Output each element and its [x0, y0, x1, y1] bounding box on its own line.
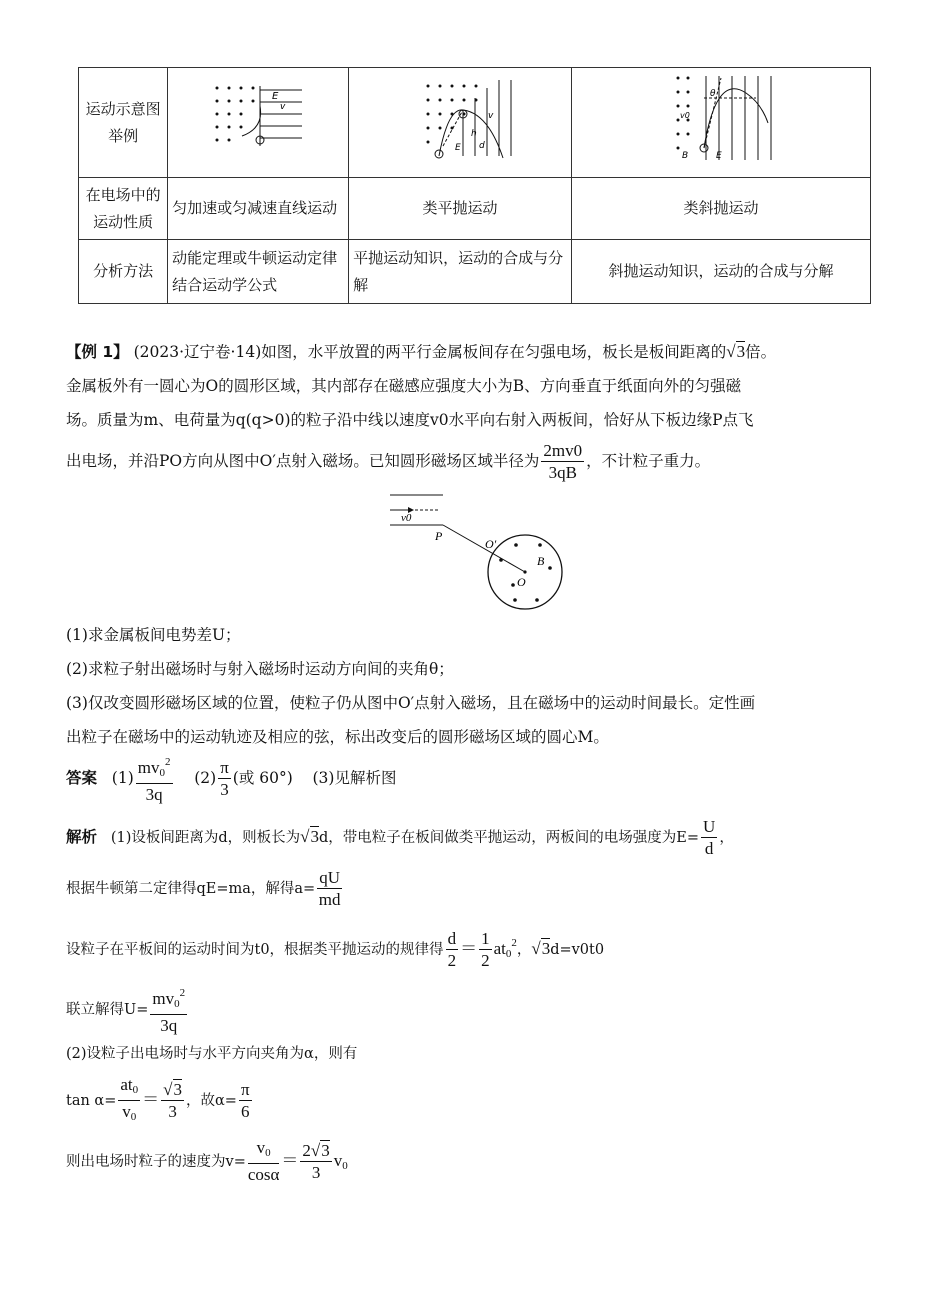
solution-line-3: 设粒子在平板间的运动时间为t0，根据类平抛运动的规律得 $\frac{d}{2}$ ＝ $\frac{1}{2}$ $at_0^2$，√3d=v0t0 [66, 928, 605, 970]
example-line-1 [66, 335, 886, 369]
hd-den: 2 [447, 950, 457, 970]
question-2: (2)求粒子射出磁场时与射入磁场时运动方向间的夹角θ； [66, 660, 454, 678]
example-line1-text: 如图，水平放置的两平行金属板间存在匀强电场，板长是板间距离的 [261, 343, 727, 361]
solution-s2a: 根据牛顿第二定律得qE=ma，解得a= [66, 881, 316, 897]
table-row [79, 240, 871, 304]
comparison-table [78, 67, 871, 304]
question-3a: (3)仅改变圆形磁场区域的位置，使粒子仍从图中O′点射入磁场，且在磁场中的运动时间最长。定性画 [66, 694, 756, 712]
projectile-motion-figure [353, 68, 565, 168]
solution-s4a: 联立解得U= [66, 1002, 149, 1018]
u-fraction [150, 983, 187, 1037]
solution-s3b: d=v0t0 [550, 942, 605, 958]
v-fraction [248, 1138, 280, 1186]
e-den: d [704, 838, 714, 858]
cell: 斜抛运动知识，运动的合成与分解 [572, 240, 871, 304]
fig-b: B [537, 554, 545, 568]
problem-figure [385, 488, 575, 613]
hd-num: d [447, 928, 457, 948]
cell: 匀加速或匀减速直线运动 [168, 178, 349, 240]
answer-part3: (3)见解析图 [312, 769, 397, 787]
answer-part2-tail: (或 60°) [232, 769, 293, 787]
fig-label-e: E [272, 91, 279, 102]
answer-fraction-1 [136, 752, 173, 806]
fig-oprime: O′ [485, 537, 497, 551]
h-num: 1 [481, 928, 490, 948]
solution-line-5: (2)设粒子出电场时与水平方向夹角为α，则有 [66, 1046, 358, 1062]
fig-label-theta: θ [710, 89, 716, 99]
answer-1-num: $mv_0^2$ [136, 752, 173, 784]
u-den: 3q [160, 1016, 178, 1035]
example-line-4 [66, 437, 886, 485]
example-line1-end: 倍。 [745, 343, 777, 361]
half-d-fraction [446, 929, 459, 972]
row-label: 分析方法 [79, 240, 168, 304]
fig-label-e2: E [455, 143, 461, 153]
v0-tail: $v_0$ [333, 1151, 348, 1172]
solution-s1b: d，带电粒子在板间做类平抛运动，两板间的电场强度为E= [319, 830, 700, 846]
cell: 平抛运动知识，运动的合成与分解 [349, 240, 572, 304]
answer-fraction-2 [218, 758, 231, 801]
figure-cell-oblique [572, 68, 871, 178]
a-fraction [317, 868, 342, 911]
pi6-num: π [240, 1079, 250, 1099]
example-line4a: 出电场，并沿PO方向从图中O′点射入磁场。已知圆形磁场区域半径为 [66, 452, 540, 470]
fig-label-v0: v0 [680, 111, 690, 120]
fig-label-v2: v [488, 111, 494, 121]
v-result-fraction [300, 1141, 331, 1184]
fig-label-e3: E [716, 151, 722, 161]
at0-sq: $at_0^2$ [493, 937, 517, 960]
fig-label-v: v [280, 102, 286, 112]
radius-fraction [541, 441, 584, 484]
solution-s6a: tan α= [66, 1093, 117, 1109]
half-fraction [479, 929, 492, 972]
vr-num: 2√3 [302, 1140, 330, 1160]
cell: 动能定理或牛顿运动定律结合运动学公式 [168, 240, 349, 304]
linear-motion-figure [172, 68, 342, 168]
e-fraction [701, 817, 717, 860]
figure-cell-linear [168, 68, 349, 178]
vr-den: 3 [311, 1162, 321, 1182]
fig-o: O [517, 575, 526, 589]
answer-label: 答案 [66, 769, 98, 787]
sqrt3-symbol: √3 [531, 939, 551, 958]
oblique-motion-figure [576, 68, 866, 168]
radius-numerator: 2mv0 [543, 440, 583, 460]
answer-2-num: π [220, 757, 229, 777]
solution-line-6: tan α= $\frac{at_0}{v_0}$ ＝ $\frac{√3}{3}$ ，故α= $\frac{\pi}{6}$ [66, 1070, 896, 1131]
fig-v0: v0 [401, 512, 412, 524]
sqrt3-3-fraction [161, 1080, 184, 1123]
fig-p: P [435, 529, 443, 543]
table-row [79, 68, 871, 178]
solution-s1a: (1)设板间距离为d，则板长为 [110, 830, 301, 846]
solution-line-7: 则出电场时粒子的速度为v= $\frac{v_0}{\cos\alpha}$ ＝ $\frac{2√3}{3}$ $v_0$ [66, 1138, 348, 1184]
cell: 类斜抛运动 [572, 178, 871, 240]
h-den: 2 [481, 950, 490, 970]
solution-line-4 [66, 982, 896, 1038]
solution-line-2 [66, 863, 896, 915]
solution-s3a: 设粒子在平板间的运动时间为t0，根据类平抛运动的规律得 [66, 942, 444, 958]
u-num: $mv_0^2$ [150, 983, 187, 1015]
answer-part1: (1) [111, 769, 134, 787]
solution-s6b: ，故α= [186, 1093, 237, 1109]
pi6-den: 6 [241, 1101, 250, 1121]
row-label: 在电场中的运动性质 [79, 178, 168, 240]
answer-2-den: 3 [220, 779, 229, 799]
figure-cell-projectile [349, 68, 572, 178]
cell: 类平抛运动 [349, 178, 572, 240]
v-den: cosα [247, 1165, 280, 1184]
example-source: (2023·辽宁卷·14) [133, 343, 262, 361]
solution-label: 解析 [66, 828, 98, 846]
example-tag: 【例 1】 [66, 343, 129, 361]
example-block [66, 335, 886, 485]
s3-num: √3 [163, 1079, 182, 1099]
fig-label-b: B [682, 151, 689, 161]
answer-1-den: 3q [145, 785, 163, 804]
solution-block [66, 812, 896, 1196]
fig-label-h: h [471, 129, 477, 139]
solution-s7a: 则出电场时粒子的速度为v= [66, 1154, 246, 1170]
tan-den: $v_0$ [122, 1101, 137, 1123]
tan-fraction [118, 1075, 140, 1128]
solution-line-1: 解析 (1)设板间距离为d，则板长为√3d，带电粒子在板间做类平抛运动，两板间的电场强度为E= $\frac{U}{d}$ ， [66, 816, 734, 858]
question-3b: 出粒子在磁场中的运动轨迹及相应的弦，标出改变后的圆形磁场区域的圆心M。 [66, 728, 609, 746]
s3-den: 3 [168, 1101, 177, 1121]
question-1: (1)求金属板间电势差U； [66, 626, 241, 644]
pi6-fraction [239, 1080, 252, 1123]
questions-block [66, 618, 886, 754]
table-row [79, 178, 871, 240]
answer-block [66, 752, 886, 806]
example-line4b: ，不计粒子重力。 [586, 452, 711, 470]
v-num: $v_0$ [248, 1138, 280, 1164]
tan-num: $at_0$ [118, 1075, 140, 1101]
answer-part2: (2) [194, 769, 217, 787]
sqrt3-symbol: √3 [300, 827, 320, 846]
sqrt3-symbol: √3 [726, 342, 746, 361]
row-label: 运动示意图举例 [79, 68, 168, 178]
example-line-3: 场。质量为m、电荷量为q(q>0)的粒子沿中线以速度v0水平向右射入两板间，恰好从下板边缘P点飞 [66, 411, 754, 429]
radius-denominator: 3qB [548, 462, 577, 482]
fig-label-d: d [479, 141, 485, 151]
a-num: qU [319, 867, 340, 887]
a-den: md [318, 889, 341, 909]
e-num: U [703, 816, 716, 836]
example-line-2: 金属板外有一圆心为O的圆形区域，其内部存在磁感应强度大小为B、方向垂直于纸面向外的匀强磁 [66, 377, 742, 395]
